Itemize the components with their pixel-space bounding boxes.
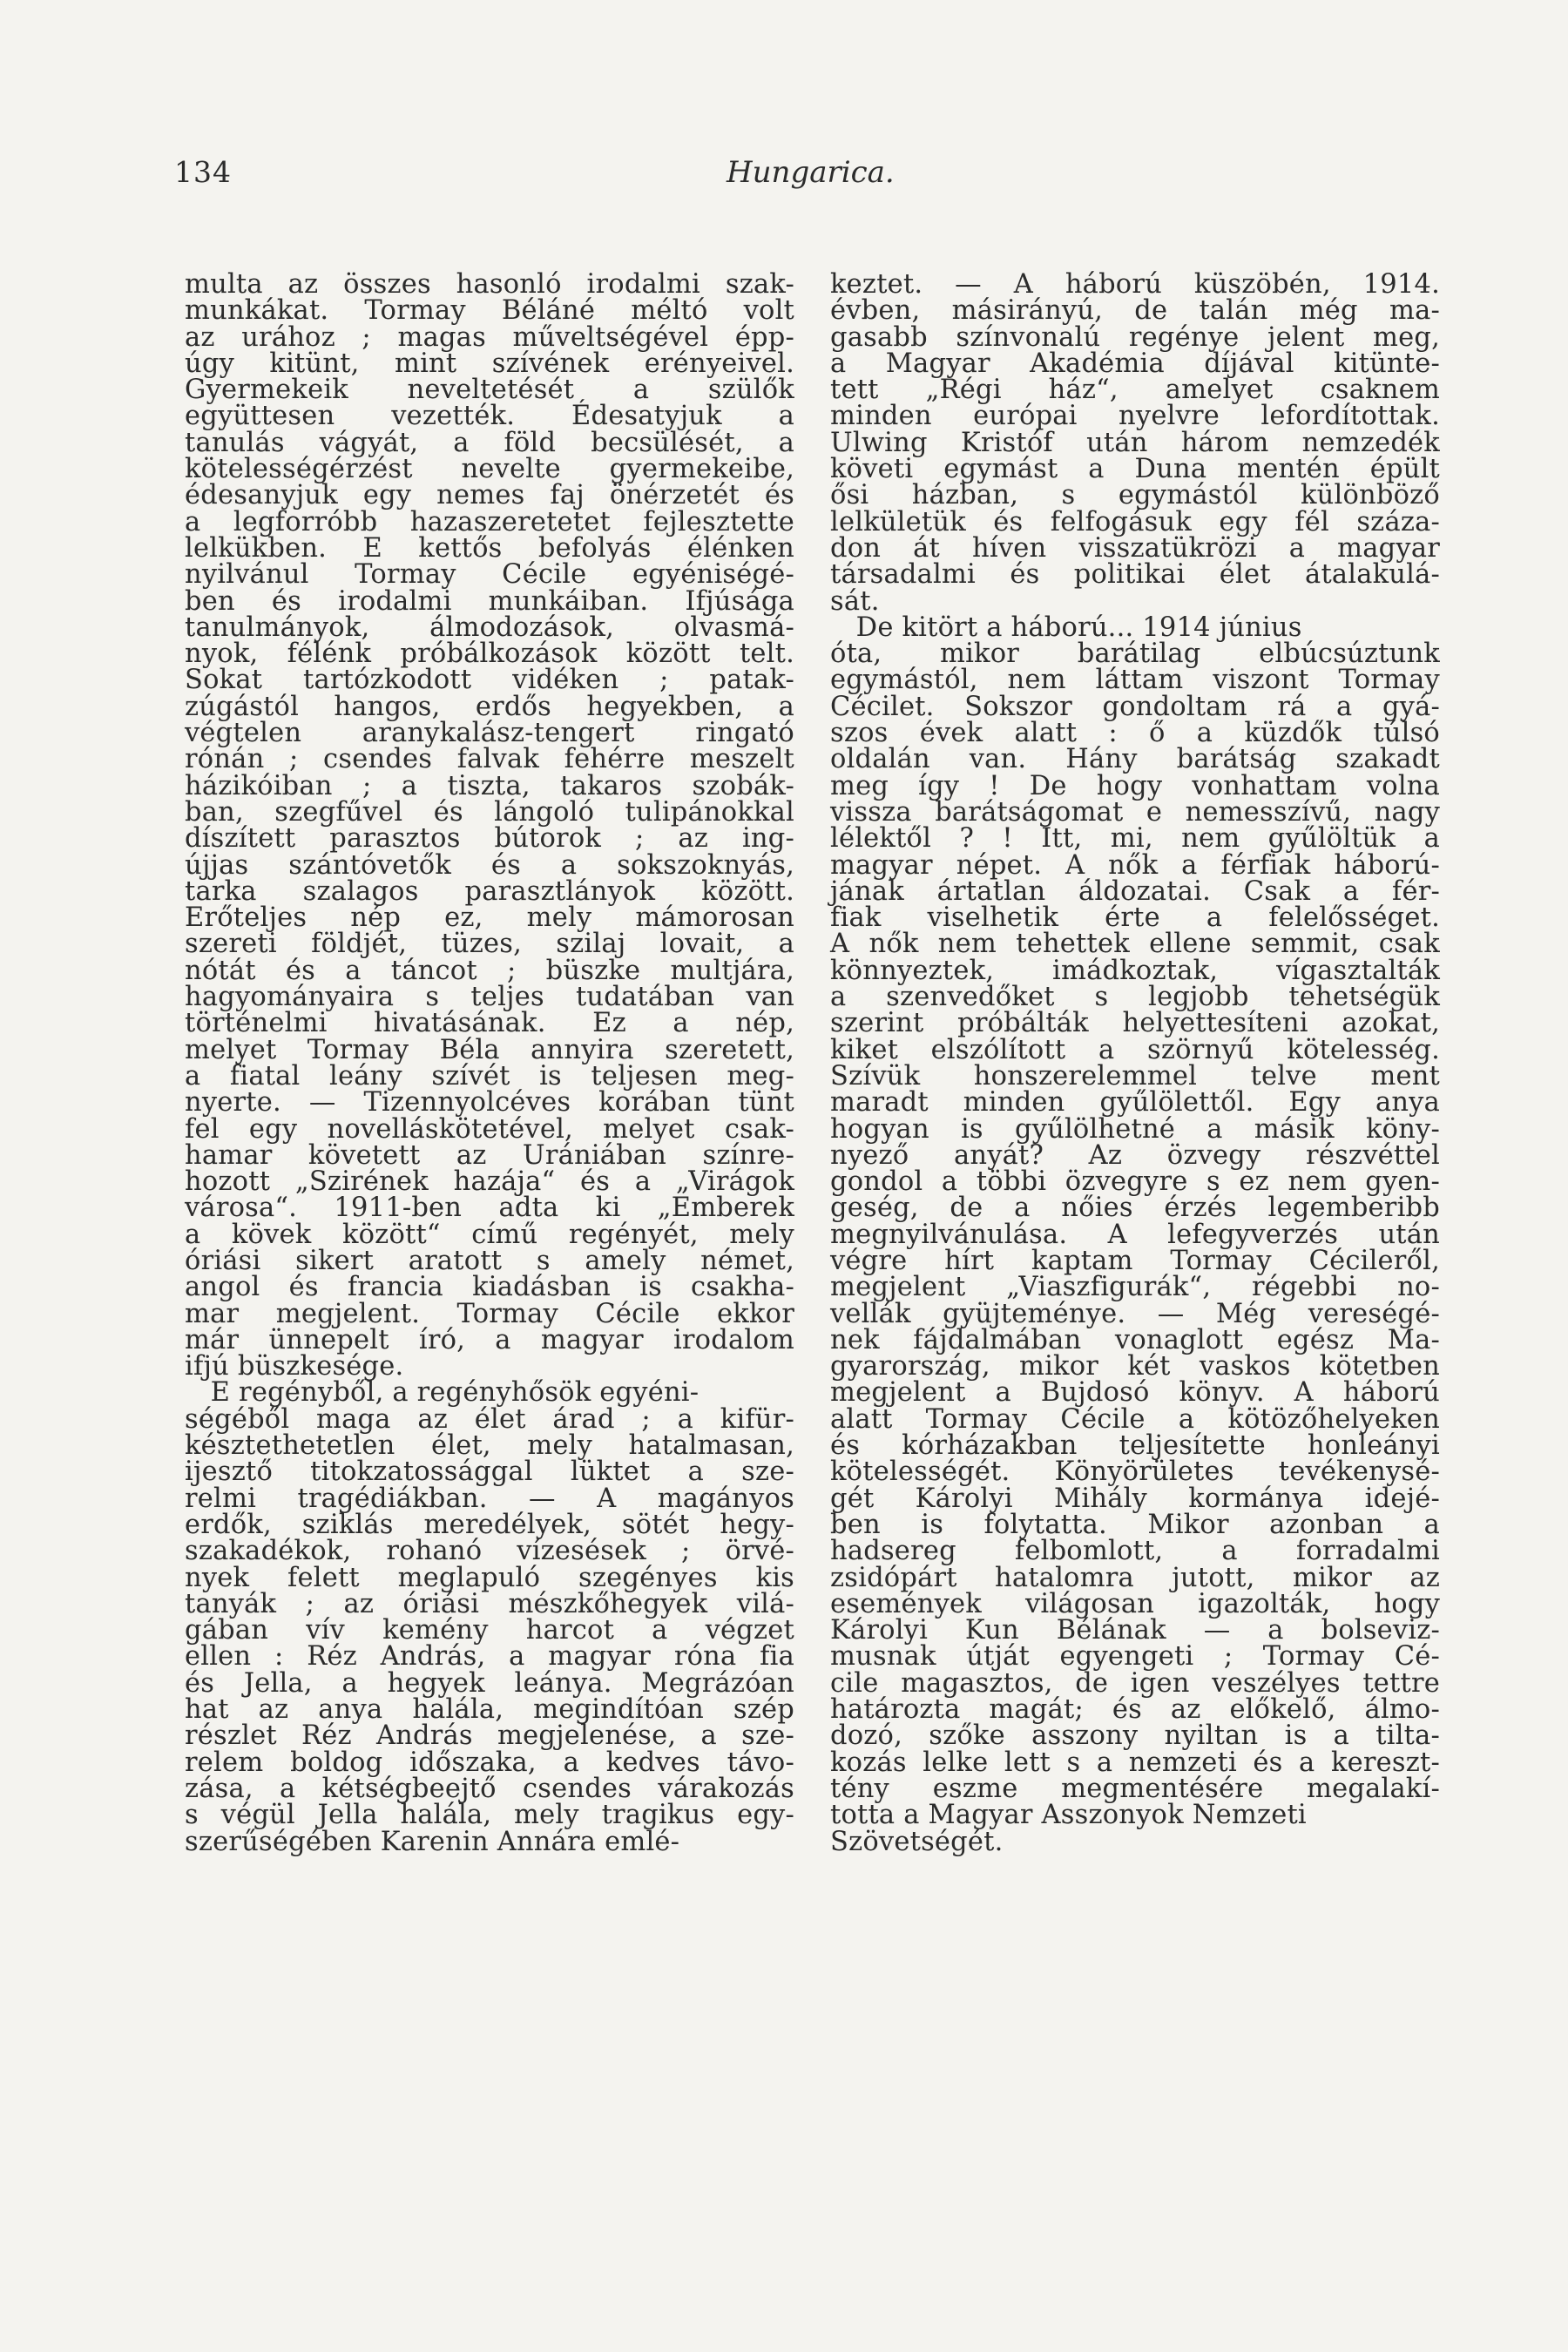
text-line: ségéből maga az élet árad ; a kifür-	[185, 1403, 794, 1435]
text-line: maradt minden gyűlölettől. Egy anya	[830, 1087, 1440, 1119]
text-line: E regényből, a regényhősök egyéni-	[185, 1377, 700, 1409]
text-line: városa“. 1911-ben adta ki „Emberek	[185, 1193, 794, 1224]
text-line: egymástól, nem láttam viszont Tormay	[830, 665, 1440, 696]
text-line: lelkületük és felfogásuk egy fél száza-	[830, 506, 1440, 537]
text-line: erdők, sziklás meredélyek, sötét hegy-	[185, 1509, 794, 1540]
text-line: Ulwing Kristóf után három nemzedék	[830, 427, 1440, 458]
text-line: melyet Tormay Béla annyira szeretett,	[185, 1034, 794, 1065]
text-line: és kórházakban teljesítette honleányi	[830, 1430, 1440, 1462]
text-line: szos évek alatt : ő a küzdők túlsó	[830, 718, 1440, 749]
text-line: ellen : Réz András, a magyar róna fia	[185, 1641, 794, 1673]
text-line: vellák gyüjteménye. — Még vereségé-	[830, 1298, 1440, 1329]
text-line: cile magasztos, de igen veszélyes tettre	[830, 1667, 1440, 1699]
text-line: lelkükben. E kettős befolyás élénken	[185, 532, 794, 564]
text-line: ifjú büszkesége.	[185, 1351, 404, 1382]
text-line: kötelességét. Könyörületes tevékenysé-	[830, 1456, 1440, 1488]
text-line: minden európai nyelvre lefordítottak.	[830, 401, 1440, 432]
text-line: ijesztő titokzatossággal lüktet a sze-	[185, 1456, 794, 1488]
text-line: házikóiban ; a tiszta, takaros szobák-	[185, 770, 794, 801]
text-line: hogyan is gyűlölhetné a másik köny-	[830, 1113, 1440, 1145]
text-line: zása, a kétségbeejtő csendes várakozás	[185, 1773, 794, 1804]
text-line: tanulmányok, álmodozások, olvasmá-	[185, 612, 794, 643]
page-header	[174, 155, 941, 193]
text-line: nyek felett meglapuló szegényes kis	[185, 1562, 794, 1593]
text-line: De kitört a háború... 1914 június	[830, 612, 1302, 643]
text-line: határozta magát; és az előkelő, álmo-	[830, 1694, 1440, 1726]
text-line: mar megjelent. Tormay Cécile ekkor	[185, 1298, 794, 1329]
text-line: keztet. — A háború küszöbén, 1914.	[830, 269, 1440, 300]
text-line: fel egy novelláskötetével, melyet csak-	[185, 1113, 794, 1145]
text-line: hozott „Szirének hazája“ és a „Virágok	[185, 1166, 794, 1198]
text-line: multa az összes hasonló irodalmi szak-	[185, 269, 794, 300]
text-line: nek fájdalmában vonaglott egész Ma-	[830, 1324, 1440, 1355]
text-line: Szövetségét.	[830, 1826, 1004, 1857]
text-line: tanyák ; az óriási mészkőhegyek vilá-	[185, 1588, 794, 1619]
text-line: megjelent a Bujdosó könyv. A háború	[830, 1377, 1440, 1409]
text-line: már ünnepelt író, a magyar irodalom	[185, 1324, 794, 1355]
text-line: magyar népet. A nők a férfiak háború-	[830, 849, 1440, 881]
text-line: zúgástól hangos, erdős hegyekben, a	[185, 691, 794, 722]
text-line: alatt Tormay Cécile a kötözőhelyeken	[830, 1403, 1440, 1435]
text-line: a szenvedőket s legjobb tehetségük	[830, 982, 1440, 1013]
text-line: ben is folytatta. Mikor azonban a	[830, 1509, 1440, 1540]
text-line: a kövek között“ című regényét, mely	[185, 1219, 794, 1250]
text-line: társadalmi és politikai élet átalakulá-	[830, 559, 1440, 591]
text-line: jának ártatlan áldozatai. Csak a fér-	[830, 875, 1440, 907]
text-line: évben, másirányú, de talán még ma-	[830, 295, 1440, 327]
text-line: az urához ; magas műveltségével épp-	[185, 321, 794, 353]
text-line: ben és irodalmi munkáiban. Ifjúsága	[185, 585, 794, 617]
text-line: könnyeztek, imádkoztak, vígasztalták	[830, 955, 1440, 986]
text-line: gasabb színvonalú regénye jelent meg,	[830, 321, 1440, 353]
text-line: Károlyi Kun Bélának — a bolseviz-	[830, 1615, 1440, 1646]
text-line: megjelent „Viaszfigurák“, régebbi no-	[830, 1272, 1440, 1303]
text-line: nyok, félénk próbálkozások között telt.	[185, 639, 794, 670]
text-line: úgy kitünt, mint szívének erényeivel.	[185, 348, 794, 379]
right-text-column	[830, 269, 1440, 1857]
text-line: munkákat. Tormay Béláné méltó volt	[185, 295, 794, 327]
text-line: relem boldog időszaka, a kedves távo-	[185, 1747, 794, 1778]
text-line: édesanyjuk egy nemes faj önérzetét és	[185, 480, 794, 511]
text-line: újjas szántóvetők és a sokszoknyás,	[185, 849, 794, 881]
text-line: oldalán van. Hány barátság szakadt	[830, 744, 1440, 775]
text-line: hat az anya halála, megindítóan szép	[185, 1694, 794, 1726]
text-line: együttesen vezették. Édesatyjuk a	[185, 401, 794, 432]
text-line: Gyermekeik neveltetését a szülők	[185, 375, 794, 406]
text-line: Szívük honszerelemmel telve ment	[830, 1060, 1440, 1092]
text-line: geség, de a nőies érzés legemberibb	[830, 1193, 1440, 1224]
text-line: óriási sikert aratott s amely német,	[185, 1245, 794, 1276]
text-line: események világosan igazolták, hogy	[830, 1588, 1440, 1619]
text-line: végre hírt kaptam Tormay Cécileről,	[830, 1245, 1440, 1276]
text-line: Cécilet. Sokszor gondoltam rá a gyá-	[830, 691, 1440, 722]
running-title: Hungarica.	[727, 155, 895, 190]
text-line: relmi tragédiákban. — A magányos	[185, 1483, 794, 1514]
text-line: sát.	[830, 585, 880, 617]
text-line: angol és francia kiadásban is csakha-	[185, 1272, 794, 1303]
text-line: zsidópárt hatalomra jutott, mikor az	[830, 1562, 1440, 1593]
text-line: részlet Réz András megjelenése, a sze-	[185, 1720, 794, 1752]
text-line: szerűségében Karenin Annára emlé-	[185, 1826, 680, 1857]
text-line: A nők nem tehettek ellene semmit, csak	[830, 929, 1440, 960]
text-line: tény eszme megmentésére megalakí-	[830, 1773, 1440, 1804]
text-line: gában vív kemény harcot a végzet	[185, 1615, 794, 1646]
text-line: és Jella, a hegyek leánya. Megrázóan	[185, 1667, 794, 1699]
text-line: késztethetetlen élet, mely hatalmasan,	[185, 1430, 794, 1462]
page-number: 134	[174, 155, 232, 189]
text-line: követi egymást a Duna mentén épült	[830, 454, 1440, 485]
text-line: a Magyar Akadémia díjával kitünte-	[830, 348, 1440, 379]
left-text-column	[185, 269, 794, 1857]
text-line: kiket elszólított a szörnyű kötelesség.	[830, 1034, 1440, 1065]
text-line: nyilvánul Tormay Cécile egyéniségé-	[185, 559, 794, 591]
text-line: totta a Magyar Asszonyok Nemzeti	[830, 1800, 1307, 1831]
text-line: kötelességérzést nevelte gyermekeibe,	[185, 454, 794, 485]
text-line: tanulás vágyát, a föld becsülését, a	[185, 427, 794, 458]
text-line: meg így ! De hogy vonhattam volna	[830, 770, 1440, 801]
text-line: dozó, szőke asszony nyiltan is a tilta-	[830, 1720, 1440, 1752]
text-line: kozás lelke lett s a nemzeti és a kereszt-	[830, 1747, 1440, 1778]
text-line: nyező anyát? Az özvegy részvéttel	[830, 1139, 1440, 1171]
text-line: a fiatal leány szívét is teljesen meg-	[185, 1060, 794, 1092]
text-line: musnak útját egyengeti ; Tormay Cé-	[830, 1641, 1440, 1673]
text-line: megnyilvánulása. A lefegyverzés után	[830, 1219, 1440, 1250]
text-line: hagyományaira s teljes tudatában van	[185, 982, 794, 1013]
text-line: szakadékok, rohanó vízesések ; örvé-	[185, 1536, 794, 1567]
text-line: Erőteljes nép ez, mely mámorosan	[185, 902, 794, 934]
text-line: Sokat tartózkodott vidéken ; patak-	[185, 665, 794, 696]
text-line: nyerte. — Tizennyolcéves korában tünt	[185, 1087, 794, 1119]
text-line: hadsereg felbomlott, a forradalmi	[830, 1536, 1440, 1567]
text-line: ősi házban, s egymástól különböző	[830, 480, 1440, 511]
text-line: végtelen aranykalász-tengert ringató	[185, 718, 794, 749]
text-line: gét Károlyi Mihály kormánya idejé-	[830, 1483, 1440, 1514]
text-line: don át híven visszatükrözi a magyar	[830, 532, 1440, 564]
text-line: óta, mikor barátilag elbúcsúztunk	[830, 639, 1440, 670]
text-line: s végül Jella halála, mely tragikus egy-	[185, 1800, 794, 1831]
text-line: hamar követett az Urániában színre-	[185, 1139, 794, 1171]
text-line: történelmi hivatásának. Ez a nép,	[185, 1008, 794, 1039]
text-line: díszített parasztos bútorok ; az ing-	[185, 823, 794, 855]
text-line: gyarország, mikor két vaskos kötetben	[830, 1351, 1440, 1382]
text-line: szereti földjét, tüzes, szilaj lovait, a	[185, 929, 794, 960]
text-line: szerint próbálták helyettesíteni azokat,	[830, 1008, 1440, 1039]
text-line: lélektől ? ! Itt, mi, nem gyűlöltük a	[830, 823, 1440, 855]
text-line: ban, szegfűvel és lángoló tulipánokkal	[185, 796, 794, 828]
text-line: nótát és a táncot ; büszke multjára,	[185, 955, 794, 986]
text-line: fiak viselhetik érte a felelősséget.	[830, 902, 1440, 934]
text-line: tarka szalagos parasztlányok között.	[185, 875, 794, 907]
text-line: vissza barátságomat e nemesszívű, nagy	[830, 796, 1440, 828]
text-line: tett „Régi ház“, amelyet csaknem	[830, 375, 1440, 406]
text-line: a legforróbb hazaszeretetet fejlesztette	[185, 506, 794, 537]
text-line: rónán ; csendes falvak fehérre meszelt	[185, 744, 794, 775]
text-line: gondol a többi özvegyre s ez nem gyen-	[830, 1166, 1440, 1198]
